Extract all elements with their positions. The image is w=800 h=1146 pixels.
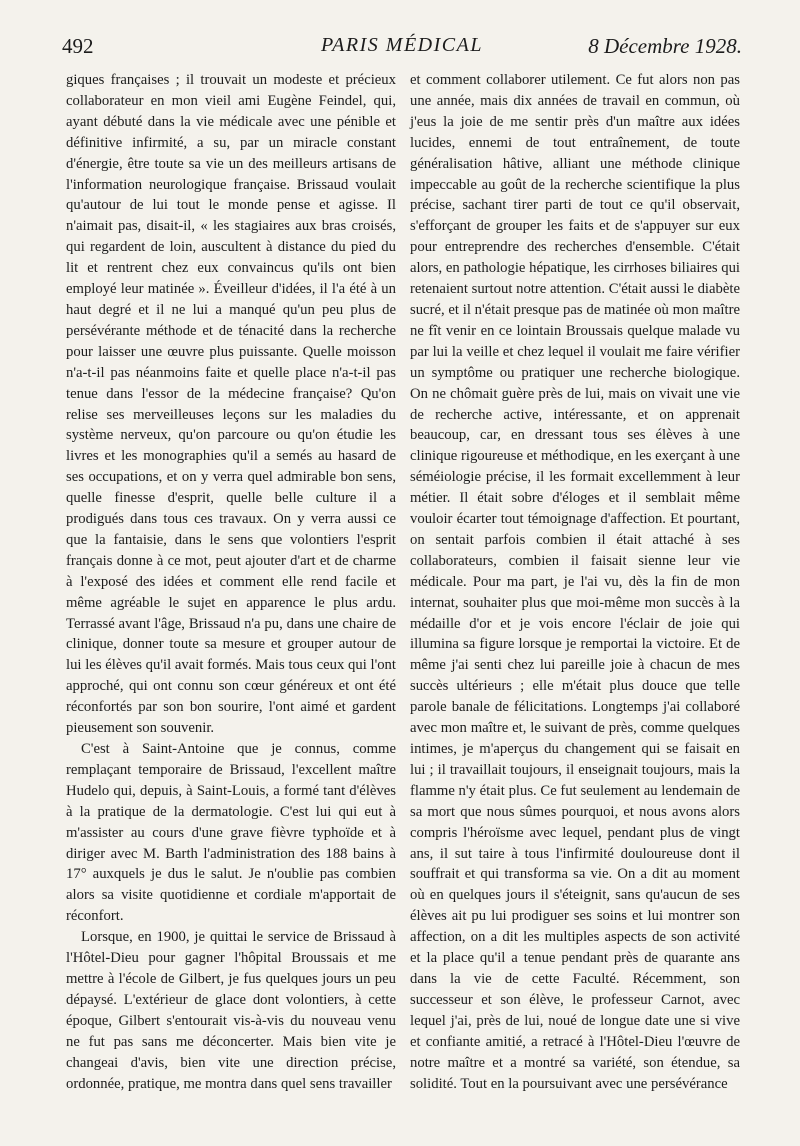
- page-header: [62, 34, 742, 64]
- issue-date: 8 Décembre 1928.: [588, 34, 742, 58]
- page-number: 492: [62, 34, 94, 58]
- paragraph: giques françaises ; il trouvait un modeste et précieux collaborateur en mon vieil ami Eugène Feindel, qui, ayant débuté dans la vie médicale avec une pénible et définitive infirmité, a su, par un miracle constant d'énergie, être toute sa vie un des meilleurs artisans de l'information neurologique française. Brissaud voulait qu'autour de lui tout le monde pense et agisse. Il n'aimait pas, disait-il, « les stagiaires aux bras croisés, qui regardent de loin, auscultent à distance du pied du lit et rentrent chez eux convaincus qu'ils ont bien employé leur matinée ». Éveilleur d'idées, il l'a été à un haut degré et il ne lui a manqué qu'un peu plus de persévérante méthode et de ténacité dans la recherche pour laisser une œuvre plus puissante. Quelle moisson n'a-t-il pas néanmoins faite et quelle place n'a-t-il pas tenue dans l'essor de la médecine française? Qu'on relise ses merveilleuses leçons sur les maladies du système nerveux, qu'on parcoure ou qu'on étudie les livres et les monographies qu'il a semés au hasard de ses occupations, et on y verra quel admirable bon sens, quelle finesse d'esprit, quelle belle culture il a prodigués dans tous ces travaux. On y verra aussi ce que la fantaisie, dans le sens que volontiers l'esprit français donne à ce mot, peut ajouter d'art et de charme à l'exposé des idées et comment elle rend facile et même agréable le sujet en apparence le plus ardu. Terrassé avant l'âge, Brissaud n'a pu, dans une chaire de clinique, donner toute sa mesure et grouper autour de lui les élèves qu'il avait formés. Mais tous ceux qui l'ont approché, qui ont connu son cœur généreux et ont été réconfortés par son bon sourire, l'ont aimé et gardent pieusement son souvenir.: [66, 72, 396, 737]
- journal-title: PARIS MÉDICAL: [321, 34, 483, 56]
- paragraph: et comment collaborer utilement. Ce fut alors non pas une année, mais dix années de travail en commun, où j'eus la joie de me sentir près d'un maître aux idées lucides, ennemi de tout entraînement, de toute généralisation hâtive, alliant une méthode clinique impeccable au goût de la recherche scientifique la plus précise, sachant tirer parti de tout ce qu'il observait, s'efforçant de grouper les faits et de s'appuyer sur eux pour entreprendre des recherches d'ensemble. C'était alors, en pathologie hépatique, les cirrhoses biliaires qui retenaient surtout notre attention. C'était aussi le diabète sucré, et il n'était presque pas de matinée où mon maître ne fît venir en ce lointain Broussais quelque malade vu par lui la veille et chez lequel il voulait me faire vérifier un symptôme ou pratiquer une recherche biologique. On ne chômait guère près de lui, mais on vivait une vie de recherche active, intéressante, et on apprenait beaucoup, car, en dressant tous ses élèves à une clinique rigoureuse et méthodique, en les exerçant à une séméiologie précise, il les formait excellemment à leur métier. Il était sobre d'éloges et il semblait même vouloir écarter tout témoignage d'affection. Et pourtant, on sentait parfois combien il était attaché à ses collaborateurs, combien il faisait sienne leur vie médicale. Pour ma part, je l'ai vu, dès la fin de mon internat, souhaiter plus que moi-même mon succès à la médaille d'or et je vois encore l'éclair de joie qui illumina sa figure lorsque je remportai la victoire. Et de même j'ai senti chez lui pareille joie à chacun de mes succès ultérieurs ; elle m'était plus douce que telle parole banale de félicitations. Longtemps j'ai collaboré avec mon maître et, le suivant de près, comme quelques intimes, je m'aperçus du changement qui se faisait en lui ; il travaillait toujours, il enseignait toujours, mais la flamme n'y était plus. Ce fut seulement au lendemain de sa mort que nous sûmes pourquoi, et nous avons alors compris l'héroïsme avec lequel, pendant plus de vingt ans, il sut taire à tous l'infirmité douloureuse dont il souffrait et qui transforma sa vie. On a dit au moment où en quelques jours il s'éteignit, sans qu'aucun de ses élèves ait pu lui prodiguer ses soins et lui montrer son affection, on a dit les multiples aspects de son activité et la place qu'il a tenue pendant près de quarante ans dans la vie de cette Faculté. Récemment, son successeur et son élève, le professeur Carnot, avec lequel j'ai, près de lui, noué de longue date une si vive et confiante amitié, a retracé à l'Hôtel-Dieu l'œuvre de notre maître et a montré sa variété, son étendue, sa solidité. Tout en la poursuivant avec une persévérance: [410, 72, 740, 1092]
- paragraph: C'est à Saint-Antoine que je connus, comme remplaçant temporaire de Brissaud, l'excellent maître Hudelo qui, depuis, à Saint-Louis, a formé tant d'élèves à la pratique de la dermatologie. C'est lui qui eut à m'assister au cours d'une grave fièvre typhoïde et à diriger avec M. Barth l'administration des 188 bains à 17° auxquels je dus le salut. Je n'oublie pas combien alors sa visite quotidienne et cordiale m'apportait de réconfort.: [66, 741, 396, 925]
- paragraph: Lorsque, en 1900, je quittai le service de Brissaud à l'Hôtel-Dieu pour gagner l'hôpital Broussais et me mettre à l'école de Gilbert, je fus quelques jours un peu dépaysé. L'extérieur de glace dont volontiers, à cette époque, Gilbert s'entourait vis-à-vis du nouveau venu ne fut pas sans me déconcerter. Mais bien vite je changeai d'avis, bien vite une direction précise, ordonnée, pratique, me montra dans quel sens travailler: [66, 929, 396, 1092]
- left-column: [66, 70, 396, 1094]
- right-column: [410, 70, 740, 1094]
